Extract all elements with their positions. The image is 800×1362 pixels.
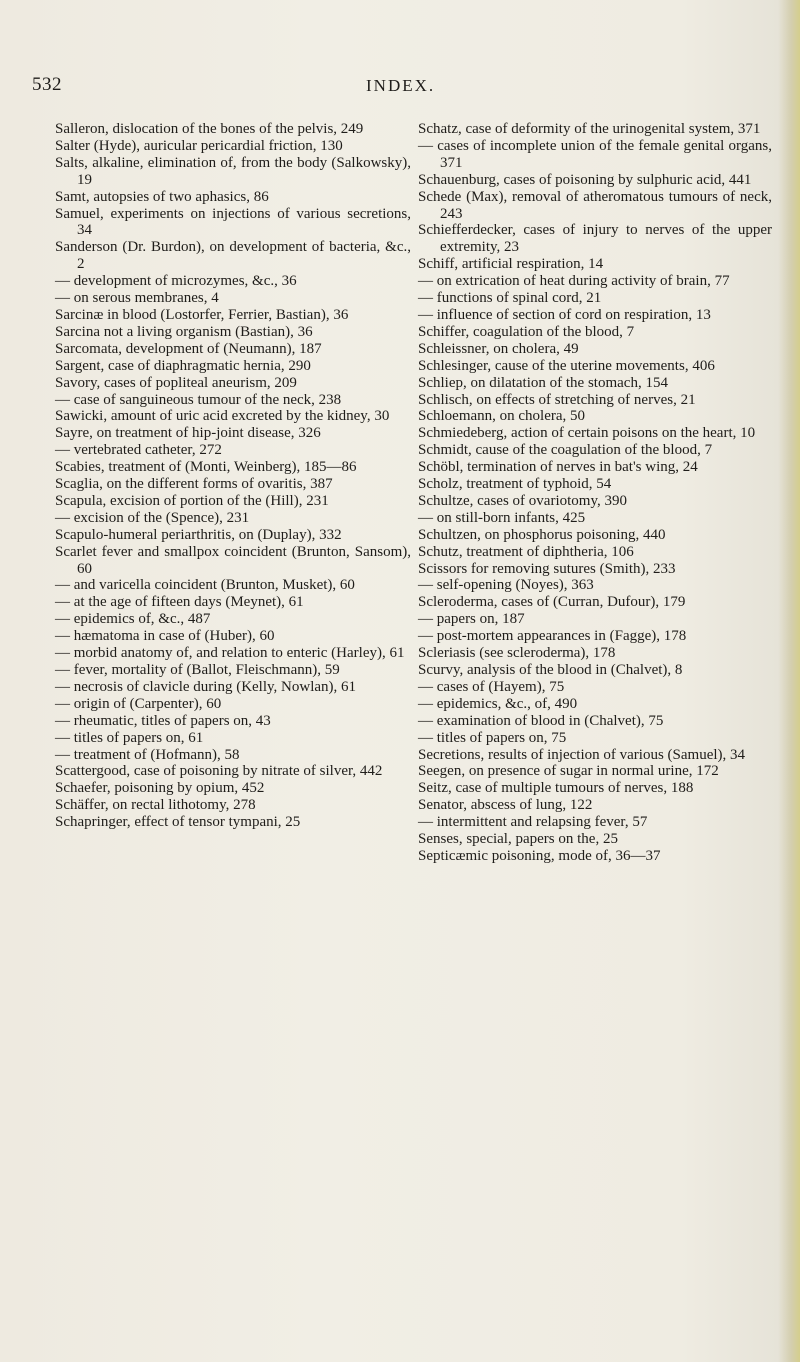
index-entry: Schlisch, on effects of stretching of nerves, 21: [418, 391, 696, 408]
index-column-left: [55, 121, 411, 831]
index-entry: Secretions, results of injection of various (Samuel), 34: [418, 746, 746, 763]
index-entry: Sanderson (Dr. Burdon), on development of bacteria, &c., 2: [55, 239, 411, 273]
index-entry: — epidemics, &c., of, 490: [418, 695, 578, 712]
index-entry: Scapula, excision of portion of the (Hill), 231: [55, 492, 329, 509]
index-entry: Schmidt, cause of the coagulation of the blood, 7: [418, 442, 713, 459]
index-entry: — and varicella coincident (Brunton, Musket), 60: [55, 577, 355, 594]
index-entry: — titles of papers on, 75: [418, 729, 567, 746]
index-entry: Sayre, on treatment of hip-joint disease, 326: [55, 425, 321, 442]
index-entry: Schloemann, on cholera, 50: [418, 408, 586, 425]
index-entry: — hæmatoma in case of (Huber), 60: [55, 628, 275, 645]
index-entry: — excision of the (Spence), 231: [55, 509, 250, 526]
index-entry: — treatment of (Hofmann), 58: [55, 746, 240, 763]
index-entry: Schultze, cases of ovariotomy, 390: [418, 492, 627, 509]
index-entry: — intermittent and relapsing fever, 57: [418, 814, 648, 831]
index-entry: — on still-born infants, 425: [418, 509, 586, 526]
index-entry: — cases of (Hayem), 75: [418, 678, 565, 695]
index-entry: Sarcinæ in blood (Lostorfer, Ferrier, Bastian), 36: [55, 306, 349, 323]
index-entry: Schäffer, on rectal lithotomy, 278: [55, 797, 256, 814]
index-entry: Schiefferdecker, cases of injury to nerves of the upper extremity, 23: [418, 222, 772, 256]
index-entry: — on extrication of heat during activity of brain, 77: [418, 273, 730, 290]
index-entry: — morbid anatomy of, and relation to enteric (Harley), 61: [55, 645, 405, 662]
index-entry: Senator, abscess of lung, 122: [418, 797, 593, 814]
page-edge: [778, 0, 800, 1362]
index-entry: Schaefer, poisoning by opium, 452: [55, 780, 265, 797]
index-entry: — vertebrated catheter, 272: [55, 442, 222, 459]
index-entry: Scurvy, analysis of the blood in (Chalvet), 8: [418, 662, 683, 678]
index-entry: Savory, cases of popliteal aneurism, 209: [55, 374, 297, 391]
index-entry: Schede (Max), removal of atheromatous tumours of neck, 243: [418, 188, 772, 222]
index-entry: — necrosis of clavicle during (Kelly, Nowlan), 61: [55, 678, 357, 695]
index-entry: Schöbl, termination of nerves in bat's wing, 24: [418, 459, 698, 476]
index-entry: Scarlet fever and smallpox coincident (Brunton, Sansom), 60: [55, 543, 411, 577]
index-entry: Schatz, case of deformity of the urinogenital system, 371: [418, 121, 761, 137]
index-entry: Samt, autopsies of two aphasics, 86: [55, 188, 269, 205]
index-entry: — epidemics of, &c., 487: [55, 611, 211, 628]
index-entry: Seitz, case of multiple tumours of nerves, 188: [418, 780, 694, 797]
index-entry: — at the age of fifteen days (Meynet), 61: [55, 594, 304, 611]
page-number: 532: [32, 74, 62, 95]
index-entry: — fever, mortality of (Ballot, Fleischmann), 59: [55, 662, 340, 678]
index-entry: Salts, alkaline, elimination of, from the body (Salkowsky), 19: [55, 154, 411, 188]
index-entry: Samuel, experiments on injections of various secretions, 34: [55, 205, 411, 239]
index-entry: Salleron, dislocation of the bones of the pelvis, 249: [55, 121, 364, 137]
index-entry: Sarcina not a living organism (Bastian), 36: [55, 323, 313, 340]
index-entry: — papers on, 187: [418, 611, 525, 628]
index-entry: Schiffer, coagulation of the blood, 7: [418, 323, 635, 340]
index-entry: — cases of incomplete union of the female genital organs, 371: [418, 137, 772, 171]
index-entry: Schmiedeberg, action of certain poisons on the heart, 10: [418, 425, 756, 442]
index-entry: — functions of spinal cord, 21: [418, 290, 602, 307]
index-entry: Septicæmic poisoning, mode of, 36—37: [418, 847, 661, 864]
index-entry: Schultzen, on phosphorus poisoning, 440: [418, 526, 666, 543]
index-entry: — development of microzymes, &c., 36: [55, 273, 297, 290]
index-entry: Scleriasis (see scleroderma), 178: [418, 645, 616, 662]
index-entry: Scapulo-humeral periarthritis, on (Duplay), 332: [55, 526, 342, 543]
index-entry: — self-opening (Noyes), 363: [418, 577, 594, 594]
index-entry: — post-mortem appearances in (Fagge), 178: [418, 628, 687, 645]
index-entry: Scissors for removing sutures (Smith), 233: [418, 560, 676, 577]
index-column-right: [418, 121, 772, 865]
index-entry: Schliep, on dilatation of the stomach, 154: [418, 374, 668, 391]
index-entry: Senses, special, papers on the, 25: [418, 831, 618, 848]
index-entry: — rheumatic, titles of papers on, 43: [55, 712, 271, 729]
index-entry: Schapringer, effect of tensor tympani, 25: [55, 814, 301, 831]
index-entry: Sarcomata, development of (Neumann), 187: [55, 340, 322, 357]
index-entry: Seegen, on presence of sugar in normal urine, 172: [418, 763, 719, 780]
index-entry: Sawicki, amount of uric acid excreted by the kidney, 30: [55, 408, 390, 425]
index-entry: Scaglia, on the different forms of ovaritis, 387: [55, 476, 333, 493]
index-entry: Scabies, treatment of (Monti, Weinberg), 185—86: [55, 459, 357, 476]
index-entry: Scholz, treatment of typhoid, 54: [418, 476, 612, 493]
index-entry: Schleissner, on cholera, 49: [418, 340, 579, 357]
index-entry: — examination of blood in (Chalvet), 75: [418, 712, 664, 729]
index-entry: Scleroderma, cases of (Curran, Dufour), 179: [418, 594, 686, 611]
index-entry: — on serous membranes, 4: [55, 290, 219, 307]
index-entry: — influence of section of cord on respiration, 13: [418, 306, 711, 323]
index-entry: Salter (Hyde), auricular pericardial friction, 130: [55, 137, 343, 154]
index-entry: Schauenburg, cases of poisoning by sulphuric acid, 441: [418, 171, 752, 188]
index-entry: — case of sanguineous tumour of the neck, 238: [55, 391, 342, 408]
running-head: INDEX.: [366, 76, 436, 95]
index-entry: — titles of papers on, 61: [55, 729, 204, 746]
index-entry: Schiff, artificial respiration, 14: [418, 256, 604, 273]
index-entry: Schutz, treatment of diphtheria, 106: [418, 543, 634, 560]
index-entry: Scattergood, case of poisoning by nitrate of silver, 442: [55, 763, 383, 780]
index-entry: — origin of (Carpenter), 60: [55, 695, 222, 712]
index-entry: Sargent, case of diaphragmatic hernia, 290: [55, 357, 311, 374]
index-entry: Schlesinger, cause of the uterine movements, 406: [418, 357, 715, 374]
